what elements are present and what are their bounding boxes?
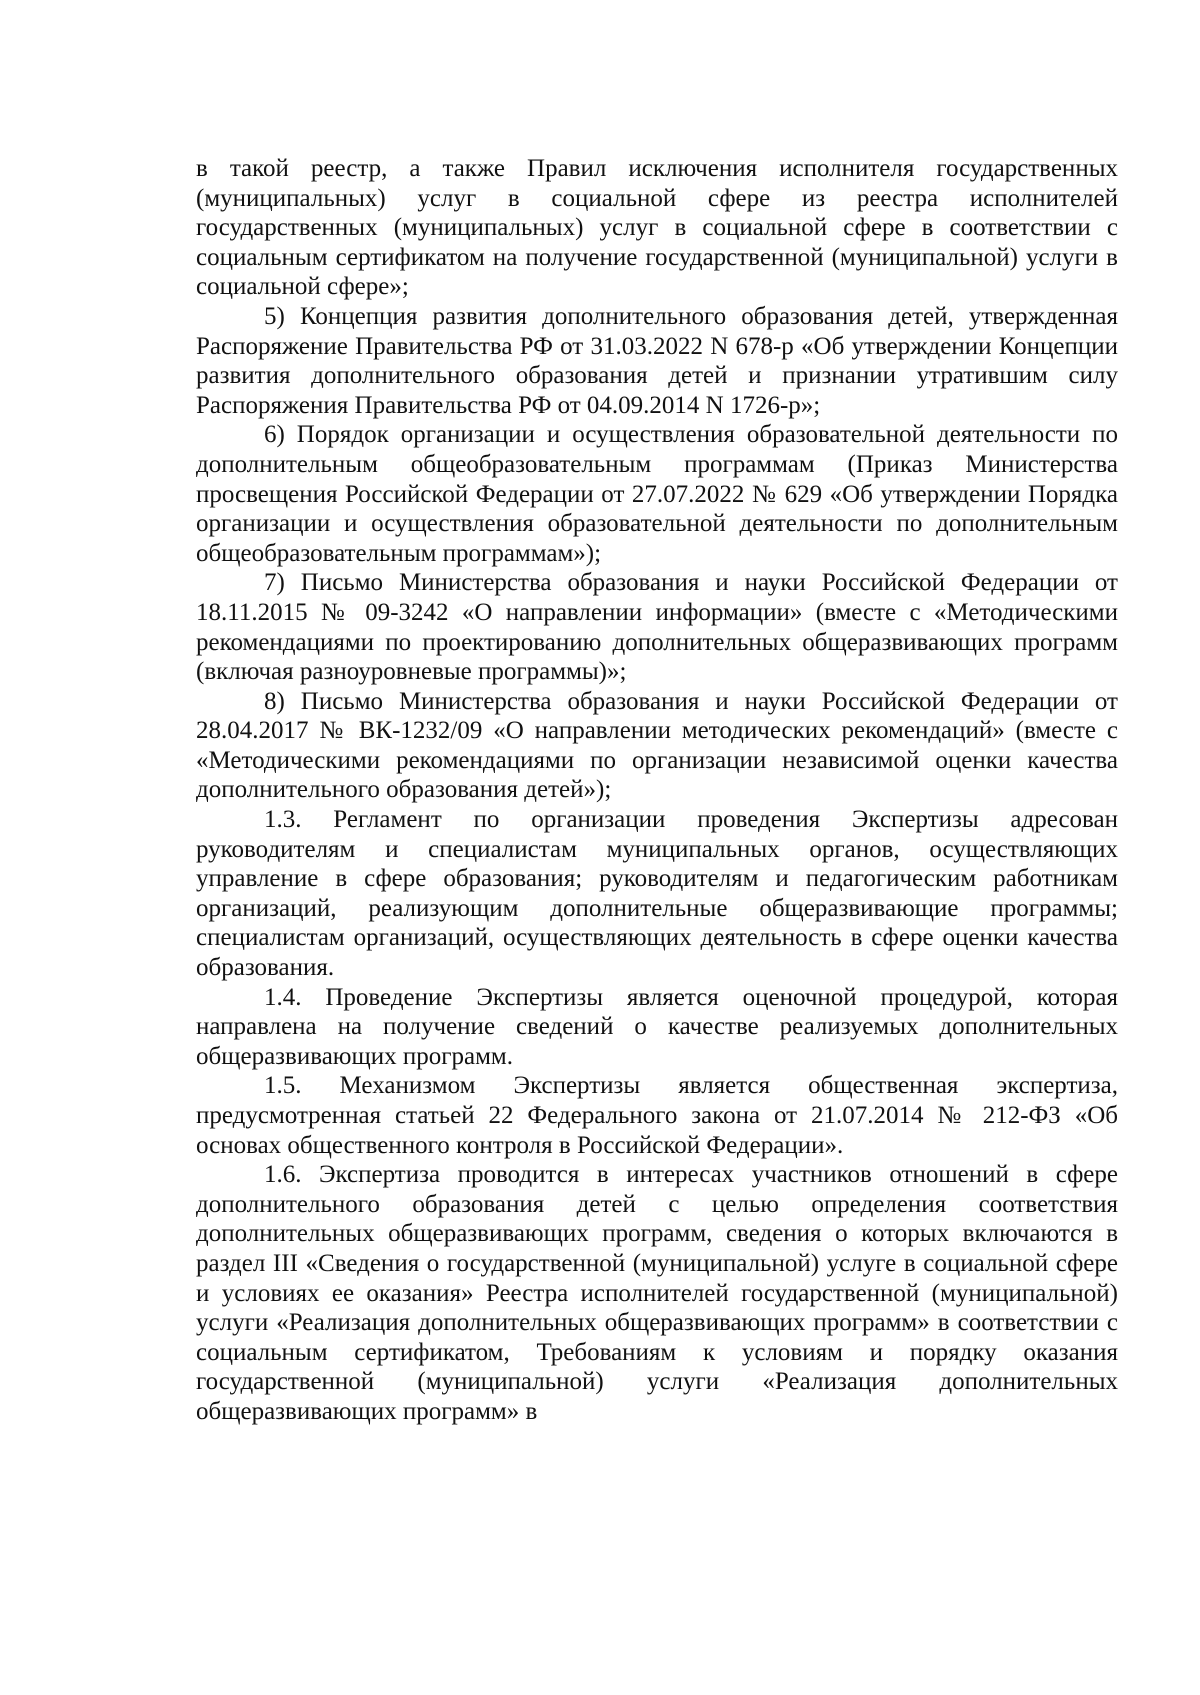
paragraph-continuation: в такой реестр, а также Правил исключения исполнителя государственных (муниципальных) услуг в социальной сфере из реестра исполнителей государственных (муниципальных) услуг в социальной сфере в соответствии с социальным сертификатом на получение государственной (муниципальной) услуги в социальной сфере»;: [196, 155, 1118, 301]
paragraph-section-1-3: 1.3. Регламент по организации проведения Экспертизы адресован руководителям и специалистам муниципальных органов, осуществляющих управление в сфере образования; руководителям и педагогическим работникам организаций, реализующим дополнительные общеразвивающие программы; специалистам организаций, осуществляющих деятельность в сфере оценки качества образования.: [196, 806, 1118, 982]
paragraph-item-7: 7) Письмо Министерства образования и науки Российской Федерации от 18.11.2015 № 09-3242 «О направлении информации» (вместе с «Методическими рекомендациями по проектированию дополнительных общеразвивающих программ (включая разноуровневые программы)»;: [196, 569, 1118, 686]
paragraph-section-1-4: 1.4. Проведение Экспертизы является оценочной процедурой, которая направлена на получение сведений о качестве реализуемых дополнительных общеразвивающих программ.: [196, 983, 1118, 1070]
paragraph-section-1-6: 1.6. Экспертиза проводится в интересах участников отношений в сфере дополнительного образования детей с целью определения соответствия дополнительных общеразвивающих программ, сведения о которых включаются в раздел III «Сведения о государственной (муниципальной) услуге в социальной сфере и условиях ее оказания» Реестра исполнителей государственной (муниципальной) услуги «Реализация дополнительных общеразвивающих программ» в соответствии с социальным сертификатом, Требованиям к условиям и порядку оказания государственной (муниципальной) услуги «Реализация дополнительных общеразвивающих программ» в: [196, 1161, 1118, 1425]
paragraph-item-5: 5) Концепция развития дополнительного образования детей, утвержденная Распоряжение Правительства РФ от 31.03.2022 N 678-р «Об утверждении Концепции развития дополнительного образования детей и признании утратившим силу Распоряжения Правительства РФ от 04.09.2014 N 1726-р»;: [196, 302, 1118, 419]
paragraph-section-1-5: 1.5. Механизмом Экспертизы является общественная экспертиза, предусмотренная статьей 22 Федерального закона от 21.07.2014 № 212-ФЗ «Об основах общественного контроля в Российской Федерации».: [196, 1072, 1118, 1159]
document-page: [196, 154, 1118, 1427]
paragraph-item-6: 6) Порядок организации и осуществления образовательной деятельности по дополнительным общеобразовательным программам (Приказ Министерства просвещения Российской Федерации от 27.07.2022 № 629 «Об утверждении Порядка организации и осуществления образовательной деятельности по дополнительным общеобразовательным программам»);: [196, 421, 1118, 567]
paragraph-item-8: 8) Письмо Министерства образования и науки Российской Федерации от 28.04.2017 № ВК-1232/09 «О направлении методических рекомендаций» (вместе с «Методическими рекомендациями по организации независимой оценки качества дополнительного образования детей»);: [196, 687, 1118, 804]
